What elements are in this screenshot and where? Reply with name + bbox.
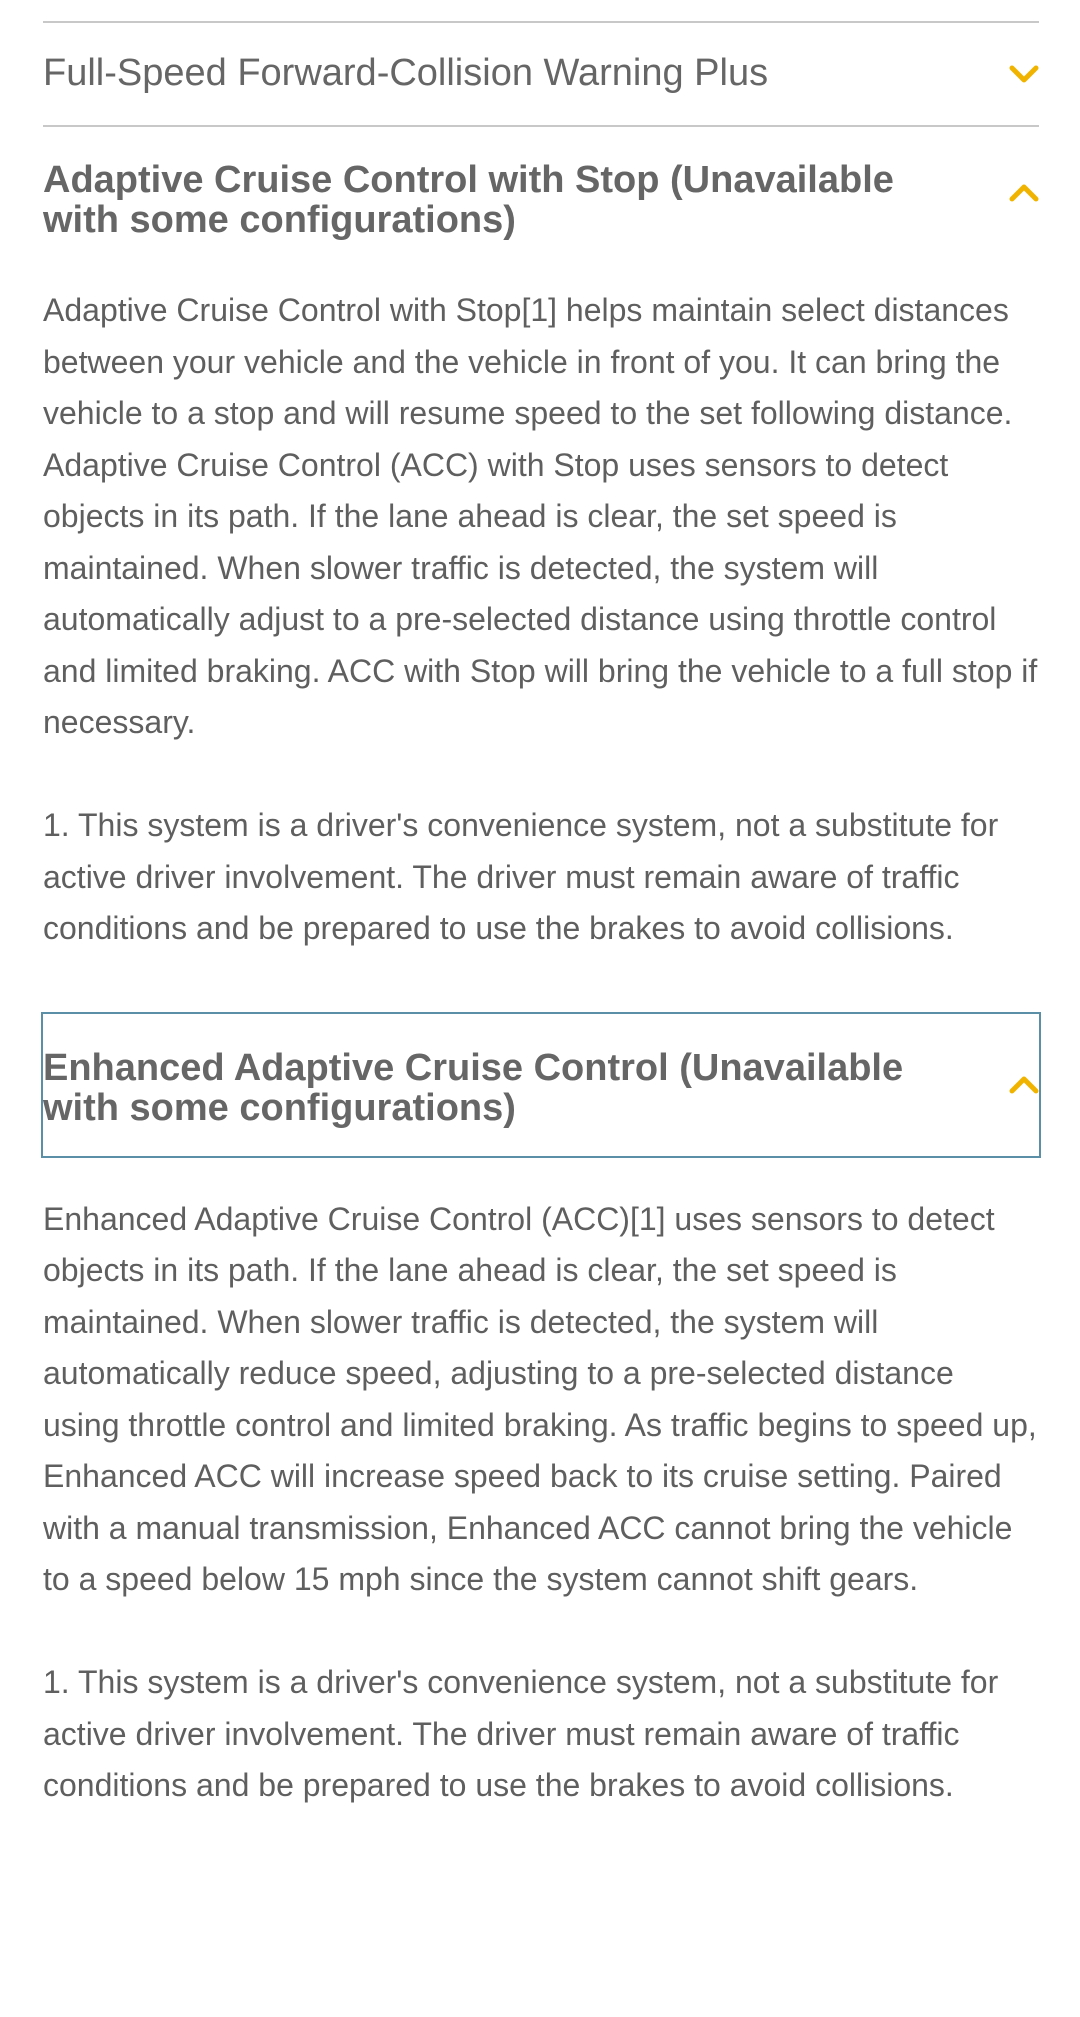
accordion-panel-acc-with-stop — [43, 285, 1039, 955]
chevron-up-icon — [1009, 1070, 1039, 1100]
accordion-panel-enhanced-acc — [43, 1194, 1039, 1812]
accordion-header-forward-collision-warning[interactable] — [43, 23, 1039, 125]
footnote: 1. This system is a driver's convenience system, not a substitute for active driver involvement. The driver must remain aware of traffic conditions and be prepared to use the brakes to avoid collisions. — [43, 1664, 999, 1803]
chevron-down-icon — [1009, 59, 1039, 89]
accordion-title: Adaptive Cruise Control with Stop (Unavailable with some configurations) — [43, 159, 894, 241]
accordion-title: Enhanced Adaptive Cruise Control (Unavailable with some configurations) — [43, 1046, 904, 1129]
description-paragraph: Enhanced Adaptive Cruise Control (ACC)[1] uses sensors to detect objects in its path. If the lane ahead is clear, the set speed is maintained. When slower traffic is detected, the system will automatically reduce speed, adjusting to a pre-selected distance using throttle control and limited braking. As traffic begins to speed up, Enhanced ACC will increase speed back to its cruise setting. Paired with a manual transmission, Enhanced ACC cannot bring the vehicle to a speed below 15 mph since the system cannot shift gears. — [43, 1200, 1037, 1597]
accordion-title: Full-Speed Forward-Collision Warning Plus — [43, 52, 769, 94]
accordion-list — [43, 0, 1039, 1812]
description-paragraph: Adaptive Cruise Control with Stop[1] helps maintain select distances between your vehicle and the vehicle in front of you. It can bring the vehicle to a stop and will resume speed to the set following distance. Adaptive Cruise Control (ACC) with Stop uses sensors to detect objects in its path. If the lane ahead is clear, the set speed is maintained. When slower traffic is detected, the system will automatically adjust to a pre-selected distance using throttle control and limited braking. ACC with Stop will bring the vehicle to a full stop if necessary. — [43, 292, 1038, 740]
accordion-header-acc-with-stop[interactable] — [43, 127, 1039, 240]
footnote: 1. This system is a driver's convenience system, not a substitute for active driver involvement. The driver must remain aware of traffic conditions and be prepared to use the brakes to avoid collisions. — [43, 807, 999, 946]
chevron-up-icon — [1009, 178, 1039, 208]
accordion-header-enhanced-acc[interactable] — [41, 1012, 1041, 1158]
